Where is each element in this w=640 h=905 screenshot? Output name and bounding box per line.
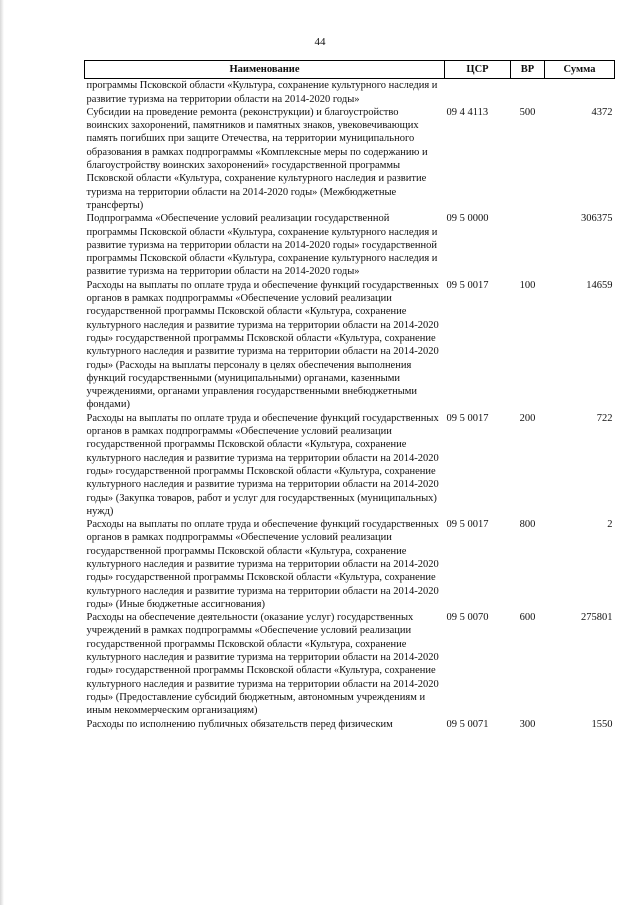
row-sum: 306375 bbox=[581, 213, 613, 225]
table-row bbox=[85, 212, 615, 278]
table-header-row bbox=[85, 61, 615, 79]
row-csr: 09 4 4113 bbox=[446, 106, 489, 118]
row-vr: 600 bbox=[519, 612, 536, 624]
row-csr: 09 5 0017 bbox=[446, 519, 489, 531]
header-csr: ЦСР bbox=[445, 61, 511, 79]
row-csr: 09 5 0017 bbox=[446, 412, 489, 424]
budget-table bbox=[84, 60, 615, 731]
row-name: Субсидии на проведение ремонта (реконструкции) и благоустройство воинских захоронений, памятников и памятных знаков, увековечивающих память погибших при защите Отечества, на территории муниципального образования в рамках подпрограммы «Комплексные меры по содержанию и благоустройству воинских захоронений» государственной программы Псковской области «Культура, сохранение культурного наследия и развитие туризма на территории области на 2014-2020 годы» (Межбюджетные трансферты) bbox=[86, 106, 428, 211]
row-sum: 275801 bbox=[581, 612, 613, 624]
table-body bbox=[85, 79, 615, 731]
row-name: Расходы на обеспечение деятельности (оказание услуг) государственных учреждений в рамках подпрограммы «Обеспечение условий реализации государственной программы Псковской области «Культура, сохранение культурного наследия и развитие туризма на территории области на 2014-2020 годы» государственной программы Псковской области «Культура, сохранение культурного наследия и развитие туризма на территории области на 2014-2020 годы» (Предоставление субсидий бюджетным, автономным учреждениям и иным некоммерческим организациям) bbox=[86, 612, 439, 717]
row-name: программы Псковской области «Культура, сохранение культурного наследия и развитие туризма на территории области на 2014-2020 годы» bbox=[86, 80, 438, 105]
table-row bbox=[85, 611, 615, 717]
table-row bbox=[85, 79, 615, 106]
row-vr bbox=[511, 79, 545, 106]
header-name: Наименование bbox=[85, 61, 445, 79]
row-sum: 2 bbox=[607, 519, 613, 531]
row-csr: 09 5 0070 bbox=[446, 612, 489, 624]
table-row bbox=[85, 106, 615, 212]
row-vr: 300 bbox=[519, 718, 536, 730]
row-vr: 500 bbox=[519, 106, 536, 118]
row-csr: 09 5 0071 bbox=[446, 718, 489, 730]
table-row bbox=[85, 412, 615, 518]
row-name: Расходы на выплаты по оплате труда и обеспечение функций государственных органов в рамках подпрограммы «Обеспечение условий реализации государственной программы Псковской области «Культура, сохранение культурного наследия и развитие туризма на территории области на 2014-2020 годы» государственной программы Псковской области «Культура, сохранение культурного наследия и развитие туризма на территории области на 2014-2020 годы» (Иные бюджетные ассигнования) bbox=[86, 519, 439, 610]
row-vr: 800 bbox=[519, 519, 536, 531]
table-row bbox=[85, 279, 615, 412]
row-csr bbox=[445, 79, 511, 106]
row-sum: 1550 bbox=[591, 718, 613, 730]
header-vr: ВР bbox=[511, 61, 545, 79]
row-vr: 100 bbox=[519, 279, 536, 291]
row-sum: 14659 bbox=[586, 279, 613, 291]
table-row bbox=[85, 518, 615, 611]
row-sum: 4372 bbox=[591, 106, 613, 118]
row-name: Расходы на выплаты по оплате труда и обеспечение функций государственных органов в рамках подпрограммы «Обеспечение условий реализации государственной программы Псковской области «Культура, сохранение культурного наследия и развитие туризма на территории области на 2014-2020 годы» государственной программы Псковской области «Культура, сохранение культурного наследия и развитие туризма на территории области на 2014-2020 годы» (Расходы на выплаты персоналу в целях обеспечения выполнения функций государственными (муниципальными) органами, казенными учреждениями, органами управления государственными внебюджетными фондами) bbox=[86, 279, 439, 411]
row-sum bbox=[545, 79, 615, 106]
row-name: Расходы на выплаты по оплате труда и обеспечение функций государственных органов в рамках подпрограммы «Обеспечение условий реализации государственной программы Псковской области «Культура, сохранение культурного наследия и развитие туризма на территории области на 2014-2020 годы» государственной программы Псковской области «Культура, сохранение культурного наследия и развитие туризма на территории области на 2014-2020 годы» (Закупка товаров, работ и услуг для государственных (муниципальных) нужд) bbox=[86, 412, 439, 517]
table-row bbox=[85, 718, 615, 731]
header-sum: Сумма bbox=[545, 61, 615, 79]
row-csr: 09 5 0017 bbox=[446, 279, 489, 291]
row-vr: 200 bbox=[519, 412, 536, 424]
scan-edge-shadow bbox=[0, 0, 4, 905]
page-number: 44 bbox=[314, 36, 326, 48]
row-sum: 722 bbox=[596, 412, 613, 424]
row-name: Подпрограмма «Обеспечение условий реализации государственной программы Псковской области «Культура, сохранение культурного наследия и развитие туризма на территории области на 2014-2020 годы» государственной программы Псковской области «Культура, сохранение культурного наследия и развитие туризма на территории области на 2014-2020 годы» bbox=[86, 213, 438, 278]
row-name: Расходы по исполнению публичных обязательств перед физическим bbox=[86, 718, 393, 730]
row-vr bbox=[511, 212, 545, 278]
row-csr: 09 5 0000 bbox=[446, 213, 489, 225]
